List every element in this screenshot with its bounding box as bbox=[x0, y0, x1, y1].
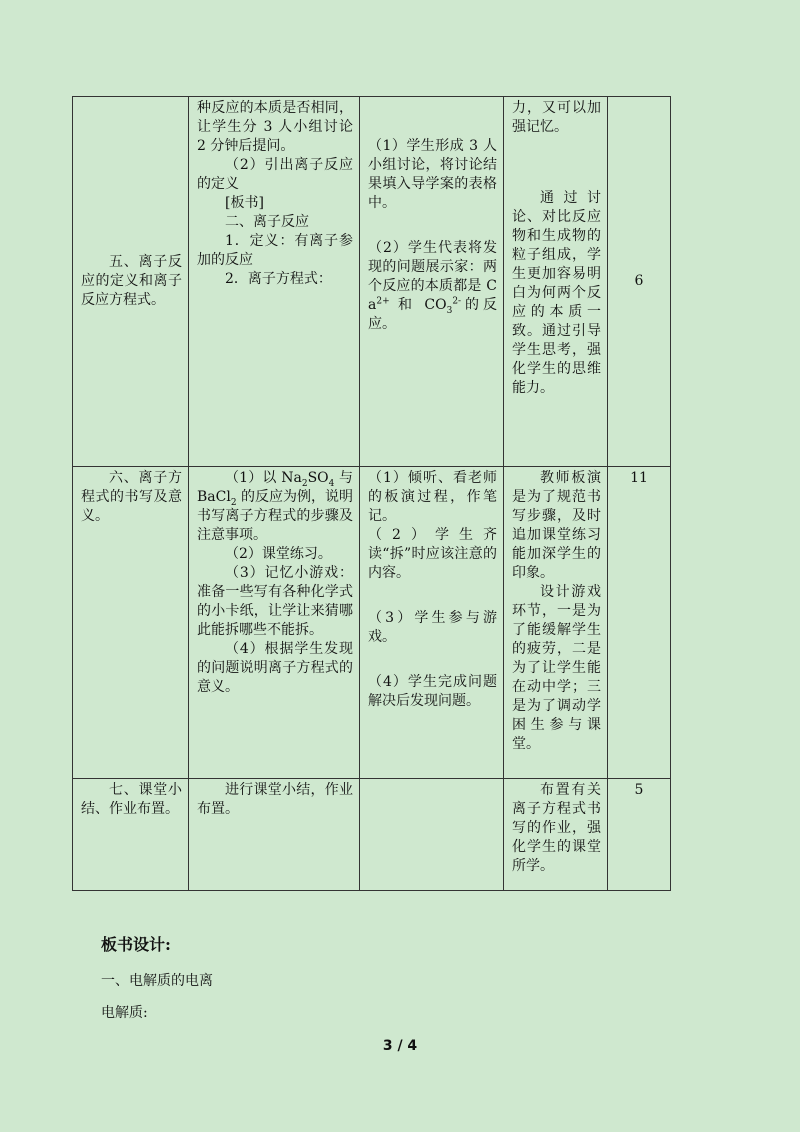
teacher-activity-cell bbox=[189, 97, 360, 467]
stage-cell bbox=[73, 97, 189, 467]
teacher-text: 2．离子方程式： bbox=[225, 271, 332, 287]
student-text: （2）学生齐读“拆”时应该注意的内容。 bbox=[368, 527, 497, 581]
teacher-text: 进行课堂小结，作业布置。 bbox=[197, 782, 353, 817]
stage-cell bbox=[73, 779, 189, 891]
teacher-activity-cell bbox=[189, 779, 360, 891]
time-value: 6 bbox=[634, 273, 644, 289]
stage-text: 六、离子方程式的书写及意义。 bbox=[81, 470, 182, 524]
student-text: （1）学生形成 3 人小组讨论，将讨论结果填入导学案的表格中。 bbox=[368, 138, 497, 211]
table-row bbox=[73, 97, 671, 467]
student-text: （1）倾听、看老师的板演过程，作笔记。 bbox=[368, 470, 497, 524]
teacher-text: （2）引出离子反应的定义 bbox=[197, 157, 353, 192]
stage-text: 七、课堂小结、作业布置。 bbox=[81, 782, 182, 817]
student-activity-cell bbox=[360, 779, 504, 891]
board-line-2: 电解质: bbox=[101, 1005, 148, 1021]
teacher-text: （2）课堂练习。 bbox=[225, 546, 332, 562]
design-intent-cell bbox=[504, 97, 608, 467]
table-row bbox=[73, 779, 671, 891]
student-text: （3）学生参与游戏。 bbox=[368, 610, 497, 645]
intent-text: 布置有关离子方程式书写的作业，强化学生的课堂所学。 bbox=[512, 782, 601, 874]
student-text: （4）学生完成问题解决后发现问题。 bbox=[368, 674, 497, 709]
student-activity-cell bbox=[360, 467, 504, 779]
time-cell bbox=[608, 467, 671, 779]
intent-text: 通过讨论、对比反应物和生成物的粒子组成，学生更加容易明白为何两个反应的本质一致。通过引导学生思考，强化学生的思维能力。 bbox=[512, 190, 601, 396]
page-number: 3 / 4 bbox=[382, 1038, 418, 1054]
board-design-title: 板书设计: bbox=[101, 935, 171, 954]
teacher-text: （3）记忆小游戏：准备一些写有各种化学式的小卡纸，让学让来猜哪此能拆哪些不能拆。 bbox=[197, 565, 353, 638]
board-line-1: 一、电解质的电离 bbox=[101, 973, 213, 989]
intent-text: 教师板演是为了规范书写步骤，及时追加课堂练习能加深学生的印象。 bbox=[512, 470, 601, 581]
teacher-activity-cell bbox=[189, 467, 360, 779]
teacher-text: （1）以 $Na_2SO_4$ 与 BaCl$_2$ 的反应为例，说明书写离子方程式的步骤及注意事项。 bbox=[197, 470, 354, 543]
time-value: 5 bbox=[634, 782, 644, 798]
student-activity-cell bbox=[360, 97, 504, 467]
teacher-text: （4）根据学生发现的问题说明离子方程式的意义。 bbox=[197, 641, 353, 695]
design-intent-cell bbox=[504, 467, 608, 779]
lesson-plan-table bbox=[72, 96, 671, 891]
teacher-text: 1．定义：有离子参加的反应 bbox=[197, 233, 353, 268]
intent-text: 设计游戏环节，一是为了能缓解学生的疲劳，二是为了让学生能在动中学；三是为了调动学困生参与课堂。 bbox=[512, 584, 601, 752]
design-intent-cell bbox=[504, 779, 608, 891]
time-value: 11 bbox=[630, 470, 648, 486]
time-cell bbox=[608, 779, 671, 891]
teacher-text: 二、离子反应 bbox=[225, 214, 309, 230]
intent-text: 力，又可以加强记忆。 bbox=[512, 100, 601, 135]
teacher-text: [板书] bbox=[225, 195, 264, 211]
student-text: （2）学生代表将发现的问题展示家：两个反应的本质都是 $Ca^{2+}$ 和 $CO_3^{2-}$的反应。 bbox=[368, 240, 498, 332]
teacher-text: 种反应的本质是否相同，让学生分 3 人小组讨论 2 分钟后提问。 bbox=[197, 100, 353, 154]
stage-text: 五、离子反应的定义和离子反应方程式。 bbox=[81, 254, 182, 308]
time-cell bbox=[608, 97, 671, 467]
stage-cell bbox=[73, 467, 189, 779]
table-row bbox=[73, 467, 671, 779]
